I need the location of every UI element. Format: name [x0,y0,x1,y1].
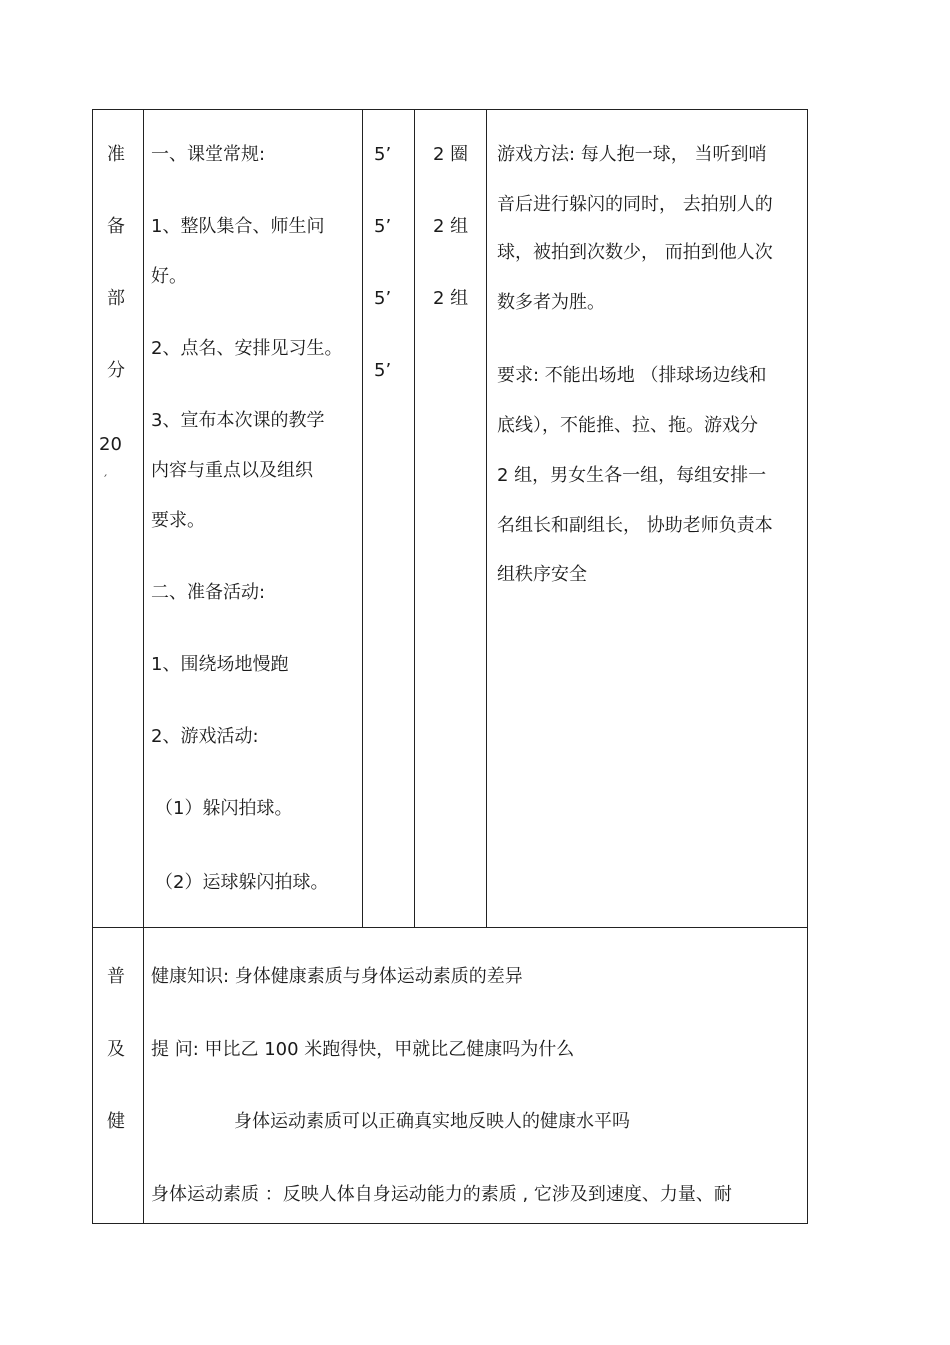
notes-line: 2 组，男女生各一组，每组安排一 [497,465,767,486]
content-line: 1、围绕场地慢跑 [151,654,289,675]
health-line: 健康知识: 身体健康素质与身体运动素质的差异 [151,966,523,987]
notes-line: 音后进行躲闪的同时， 去拍别人的 [497,194,773,215]
content-line: 2、游戏活动: [151,726,259,747]
section-label-char: 及 [107,1039,125,1060]
content-line: 2、点名、安排见习生。 [151,338,343,359]
column-divider [486,109,487,928]
count-value: 2 组 [433,288,469,309]
time-value: 5’ [374,144,392,165]
notes-line: 名组长和副组长， 协助老师负责本 [497,515,773,536]
section-label-char: 备 [107,216,125,237]
content-line: 一、课堂常规: [151,144,266,165]
section-label-char: 健 [107,1111,125,1132]
section-label-char: 普 [107,966,125,987]
time-value: 5’ [374,288,392,309]
health-line: 身体运动素质可以正确真实地反映人的健康水平吗 [234,1111,630,1132]
health-line: 身体运动素质 ：反映人体自身运动能力的素质 , 它涉及到速度、力量、耐 [151,1184,732,1205]
notes-line: 数多者为胜。 [497,292,605,313]
notes-line: 要求: 不能出场地 （排球场边线和 [497,365,767,386]
column-divider [362,109,363,928]
content-line: 内容与重点以及组织 [151,460,313,481]
notes-line: 组秩序安全 [497,564,587,585]
column-divider [143,109,144,1224]
content-line: 要求。 [151,510,205,531]
section-time: 20 [99,434,122,455]
content-line: （2）运球躲闪拍球。 [155,872,329,893]
count-value: 2 组 [433,216,469,237]
time-value: 5’ [374,360,392,381]
health-line: 提 问: 甲比乙 100 米跑得快，甲就比乙健康吗为什么 [151,1039,575,1060]
section-label-char: 分 [107,360,125,381]
section-time-mark: ′ [104,473,108,489]
row-divider [92,927,808,928]
notes-line: 游戏方法: 每人抱一球， 当听到哨 [497,144,767,165]
section-label-char: 准 [107,144,125,165]
content-line: 3、宣布本次课的教学 [151,410,325,431]
time-value: 5’ [374,216,392,237]
column-divider [414,109,415,928]
notes-line: 底线），不能推、拉、拖。游戏分 [497,415,758,436]
content-line: 1、整队集合、师生问 [151,216,325,237]
content-line: 好。 [151,266,187,287]
section-label-char: 部 [107,288,125,309]
notes-line: 球，被拍到次数少， 而拍到他人次 [497,242,773,263]
content-line: 二、准备活动: [151,582,266,603]
count-value: 2 圈 [433,144,469,165]
content-line: （1）躲闪拍球。 [155,798,293,819]
